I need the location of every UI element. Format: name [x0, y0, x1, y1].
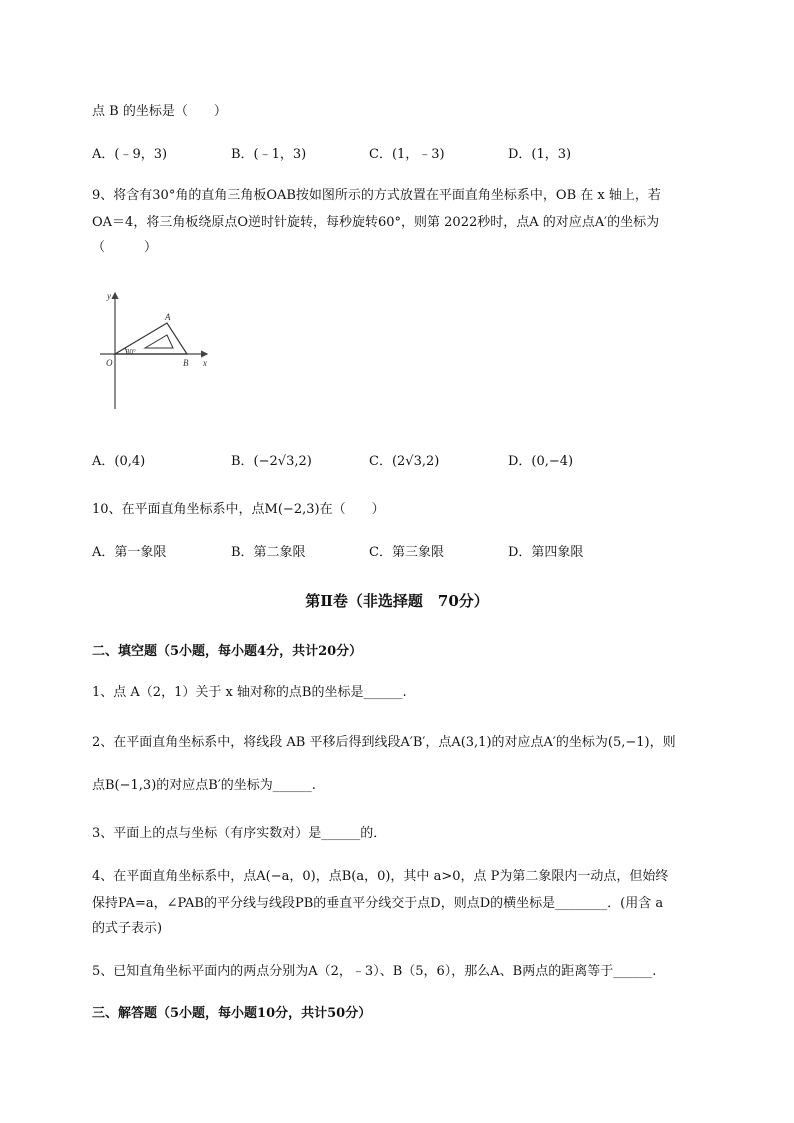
q9-triangle-figure	[95, 285, 220, 415]
q10-stem: 10、在平面直角坐标系中，点M(−2,3)在（ ）	[92, 502, 385, 517]
part2-title: 第Ⅱ卷（非选择题 70分）	[305, 592, 489, 610]
q9-option-a: A．(0,4)	[92, 454, 146, 469]
label-y: y	[107, 291, 111, 301]
label-o: O	[106, 358, 113, 368]
label-a: A	[165, 312, 171, 322]
q10-option-d: D．第四象限	[508, 545, 584, 560]
label-b: B	[183, 358, 189, 368]
q8-option-b: B．(﹣1，3)	[231, 147, 307, 162]
section2-heading: 二、填空题（5小题，每小题4分，共计20分）	[92, 644, 363, 659]
fill-q3: 3、平面上的点与坐标（有序实数对）是______的．	[92, 826, 387, 841]
q9-option-b: B．(−2√3,2)	[231, 454, 312, 469]
fill-q1: 1、点 A（2，1）关于 x 轴对称的点B的坐标是______.	[92, 685, 407, 700]
fill-q2-line1: 2、在平面直角坐标系中，将线段 AB 平移后得到线段A′B′，点A(3,1)的对应点A′的坐标为(5,−1)，则	[92, 735, 676, 750]
q10-option-b: B．第二象限	[231, 545, 306, 560]
q8-stem: 点 B 的坐标是（ ）	[92, 104, 227, 119]
label-x: x	[203, 358, 207, 368]
triangle-cutout	[145, 335, 173, 348]
fill-q4-line2: 保持PA=a，∠PAB的平分线与线段PB的垂直平分线交于点D，则点D的横坐标是________．(用含 a	[92, 896, 664, 911]
section3-heading: 三、解答题（5小题，每小题10分，共计50分）	[92, 1006, 372, 1021]
q9-stem-line3: （ ）	[92, 240, 158, 255]
label-angle: 30°	[126, 348, 136, 356]
q8-option-d: D．(1，3)	[508, 147, 572, 162]
q9-stem-line2: OA＝4，将三角板绕原点O逆时针旋转，每秒旋转60°，则第 2022秒时，点A 的对应点A′的坐标为	[92, 215, 660, 230]
fill-q2-line2: 点B(−1,3)的对应点B′的坐标为______.	[92, 778, 316, 793]
fill-q4-line1: 4、在平面直角坐标系中，点A(−a，0)，点B(a，0)，其中 a>0，点 P为第二象限内一动点，但始终	[92, 869, 669, 884]
q9-stem-line1: 9、将含有30°角的直角三角板OAB按如图所示的方式放置在平面直角坐标系中，OB 在 x 轴上，若	[92, 188, 661, 203]
q8-option-c: C．(1，﹣3)	[369, 147, 445, 162]
fill-q5: 5、已知直角坐标平面内的两点分别为A（2，﹣3）、B（5，6），那么A、B两点的距离等于______.	[92, 964, 657, 979]
q8-option-a: A．(﹣9，3)	[92, 147, 168, 162]
q9-option-c: C．(2√3,2)	[369, 454, 440, 469]
q10-option-c: C．第三象限	[369, 545, 444, 560]
q9-option-d: D．(0,−4)	[508, 454, 574, 469]
q10-option-a: A．第一象限	[92, 545, 167, 560]
fill-q4-line3: 的式子表示)	[92, 921, 163, 936]
